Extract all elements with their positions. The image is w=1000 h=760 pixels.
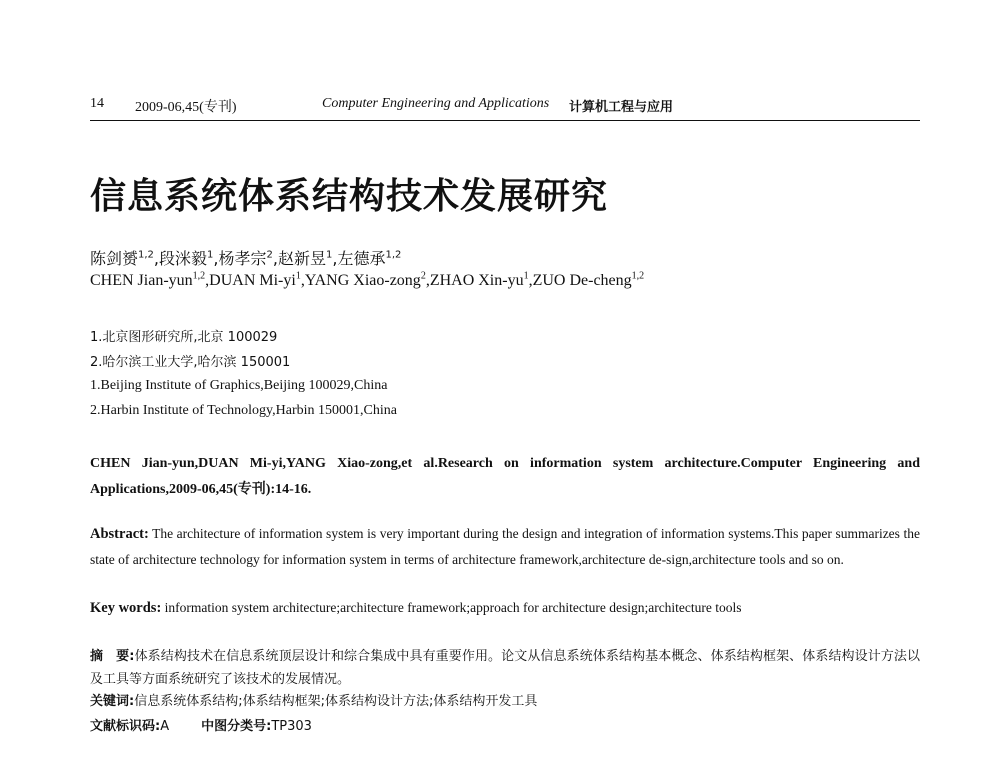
abstract-cn-text: 体系结构技术在信息系统顶层设计和综合集成中具有重要作用。论文从信息系统体系结构基本概念、体系结构框架、体系结构设计方法以及工具等方面系统研究了该技术的发展情况。 [90, 649, 920, 687]
keywords-label: Key words: [90, 600, 162, 616]
author-en: ZHAO Xin-yu [429, 272, 524, 289]
author-affil-sup: 1,2 [192, 270, 206, 282]
author-affil-sup: 2 [266, 249, 273, 261]
keywords-en [90, 597, 920, 619]
author-cn: 赵新昱 [277, 249, 326, 268]
author-en: YANG Xiao-zong [304, 272, 421, 289]
doc-code-label: 文献标识码: [90, 719, 161, 734]
author-affil-sup: 2 [420, 270, 426, 282]
affiliation: 1.北京图形研究所,北京 100029 [90, 330, 278, 345]
author-cn: 左德承 [337, 249, 386, 268]
abstract-cn [90, 645, 920, 691]
page-number: 14 [90, 96, 104, 111]
paper-title: 信息系统体系结构技术发展研究 [90, 175, 609, 217]
citation: CHEN Jian-yun,DUAN Mi-yi,YANG Xiao-zong,et al.Research on information system architecture.Computer Engineering and Applications,2009-06,45(专刊):14-16. [90, 456, 920, 497]
header-rule [90, 120, 920, 121]
abstract-text: The architecture of information system is very important during the design and integration of information systems.This paper summarizes the state of architecture technology for information system in terms of architecture framework,architecture de-sign,architecture tools and so on. [90, 526, 920, 567]
author-affil-sup: 1,2 [631, 270, 645, 282]
keywords-cn [90, 691, 920, 713]
author-cn: 陈剑赟 [90, 249, 139, 268]
author-en: CHEN Jian-yun [90, 272, 193, 289]
author-affil-sup: 1,2 [138, 249, 154, 261]
abstract-en [90, 521, 920, 572]
journal-name-en: Computer Engineering and Applications [322, 96, 550, 111]
author-cn: 杨孝宗 [218, 249, 267, 268]
author-affil-sup: 1 [523, 270, 529, 282]
class-no-value: TP303 [271, 719, 312, 734]
keywords-cn-label: 关键词: [90, 694, 135, 709]
keywords-text: information system architecture;architecture framework;approach for architecture design;architecture tools [164, 600, 742, 615]
classification-line [90, 716, 920, 738]
author-affil-sup: 1,2 [385, 249, 402, 261]
author-cn: 段洣毅 [159, 249, 208, 268]
running-header [90, 96, 920, 118]
authors-en: CHEN Jian-yun$^{1,2}$,DUAN $Mi-yi^1,YANG$ Xiao-zong$^2$,ZHAO Xin-$yu^1,ZUO$ De-cheng$^{1,2}$ [90, 270, 645, 289]
author-affil-sup: 1 [207, 249, 214, 261]
affiliation: 2.哈尔滨工业大学,哈尔滨 150001 [90, 355, 291, 370]
abstract-cn-label: 摘 要: [90, 649, 135, 664]
affiliation: 1.Beijing Institute of Graphics,Beijing 100029,China [90, 378, 388, 393]
author-en: DUAN Mi-yi [209, 272, 296, 289]
issue-date: 2009-06,45(专刊) [135, 100, 237, 115]
authors-cn: 陈剑赟$^{1,2}$,段洣毅$^1$,杨孝宗$^2$,赵新昱$^1$,左德承$^{1,2}$ [90, 249, 402, 268]
affiliation: 2.Harbin Institute of Technology,Harbin 150001,China [90, 403, 397, 418]
author-en: ZUO De-cheng [532, 272, 632, 289]
author-affil-sup: 1 [295, 270, 301, 282]
journal-name-cn: 计算机工程与应用 [569, 100, 674, 115]
class-no-label: 中图分类号: [201, 719, 272, 734]
abstract-label: Abstract: [90, 526, 149, 542]
doc-code-value: A [160, 719, 170, 734]
keywords-cn-text: 信息系统体系结构;体系结构框架;体系结构设计方法;体系结构开发工具 [134, 694, 538, 709]
author-affil-sup: 1 [326, 249, 333, 261]
